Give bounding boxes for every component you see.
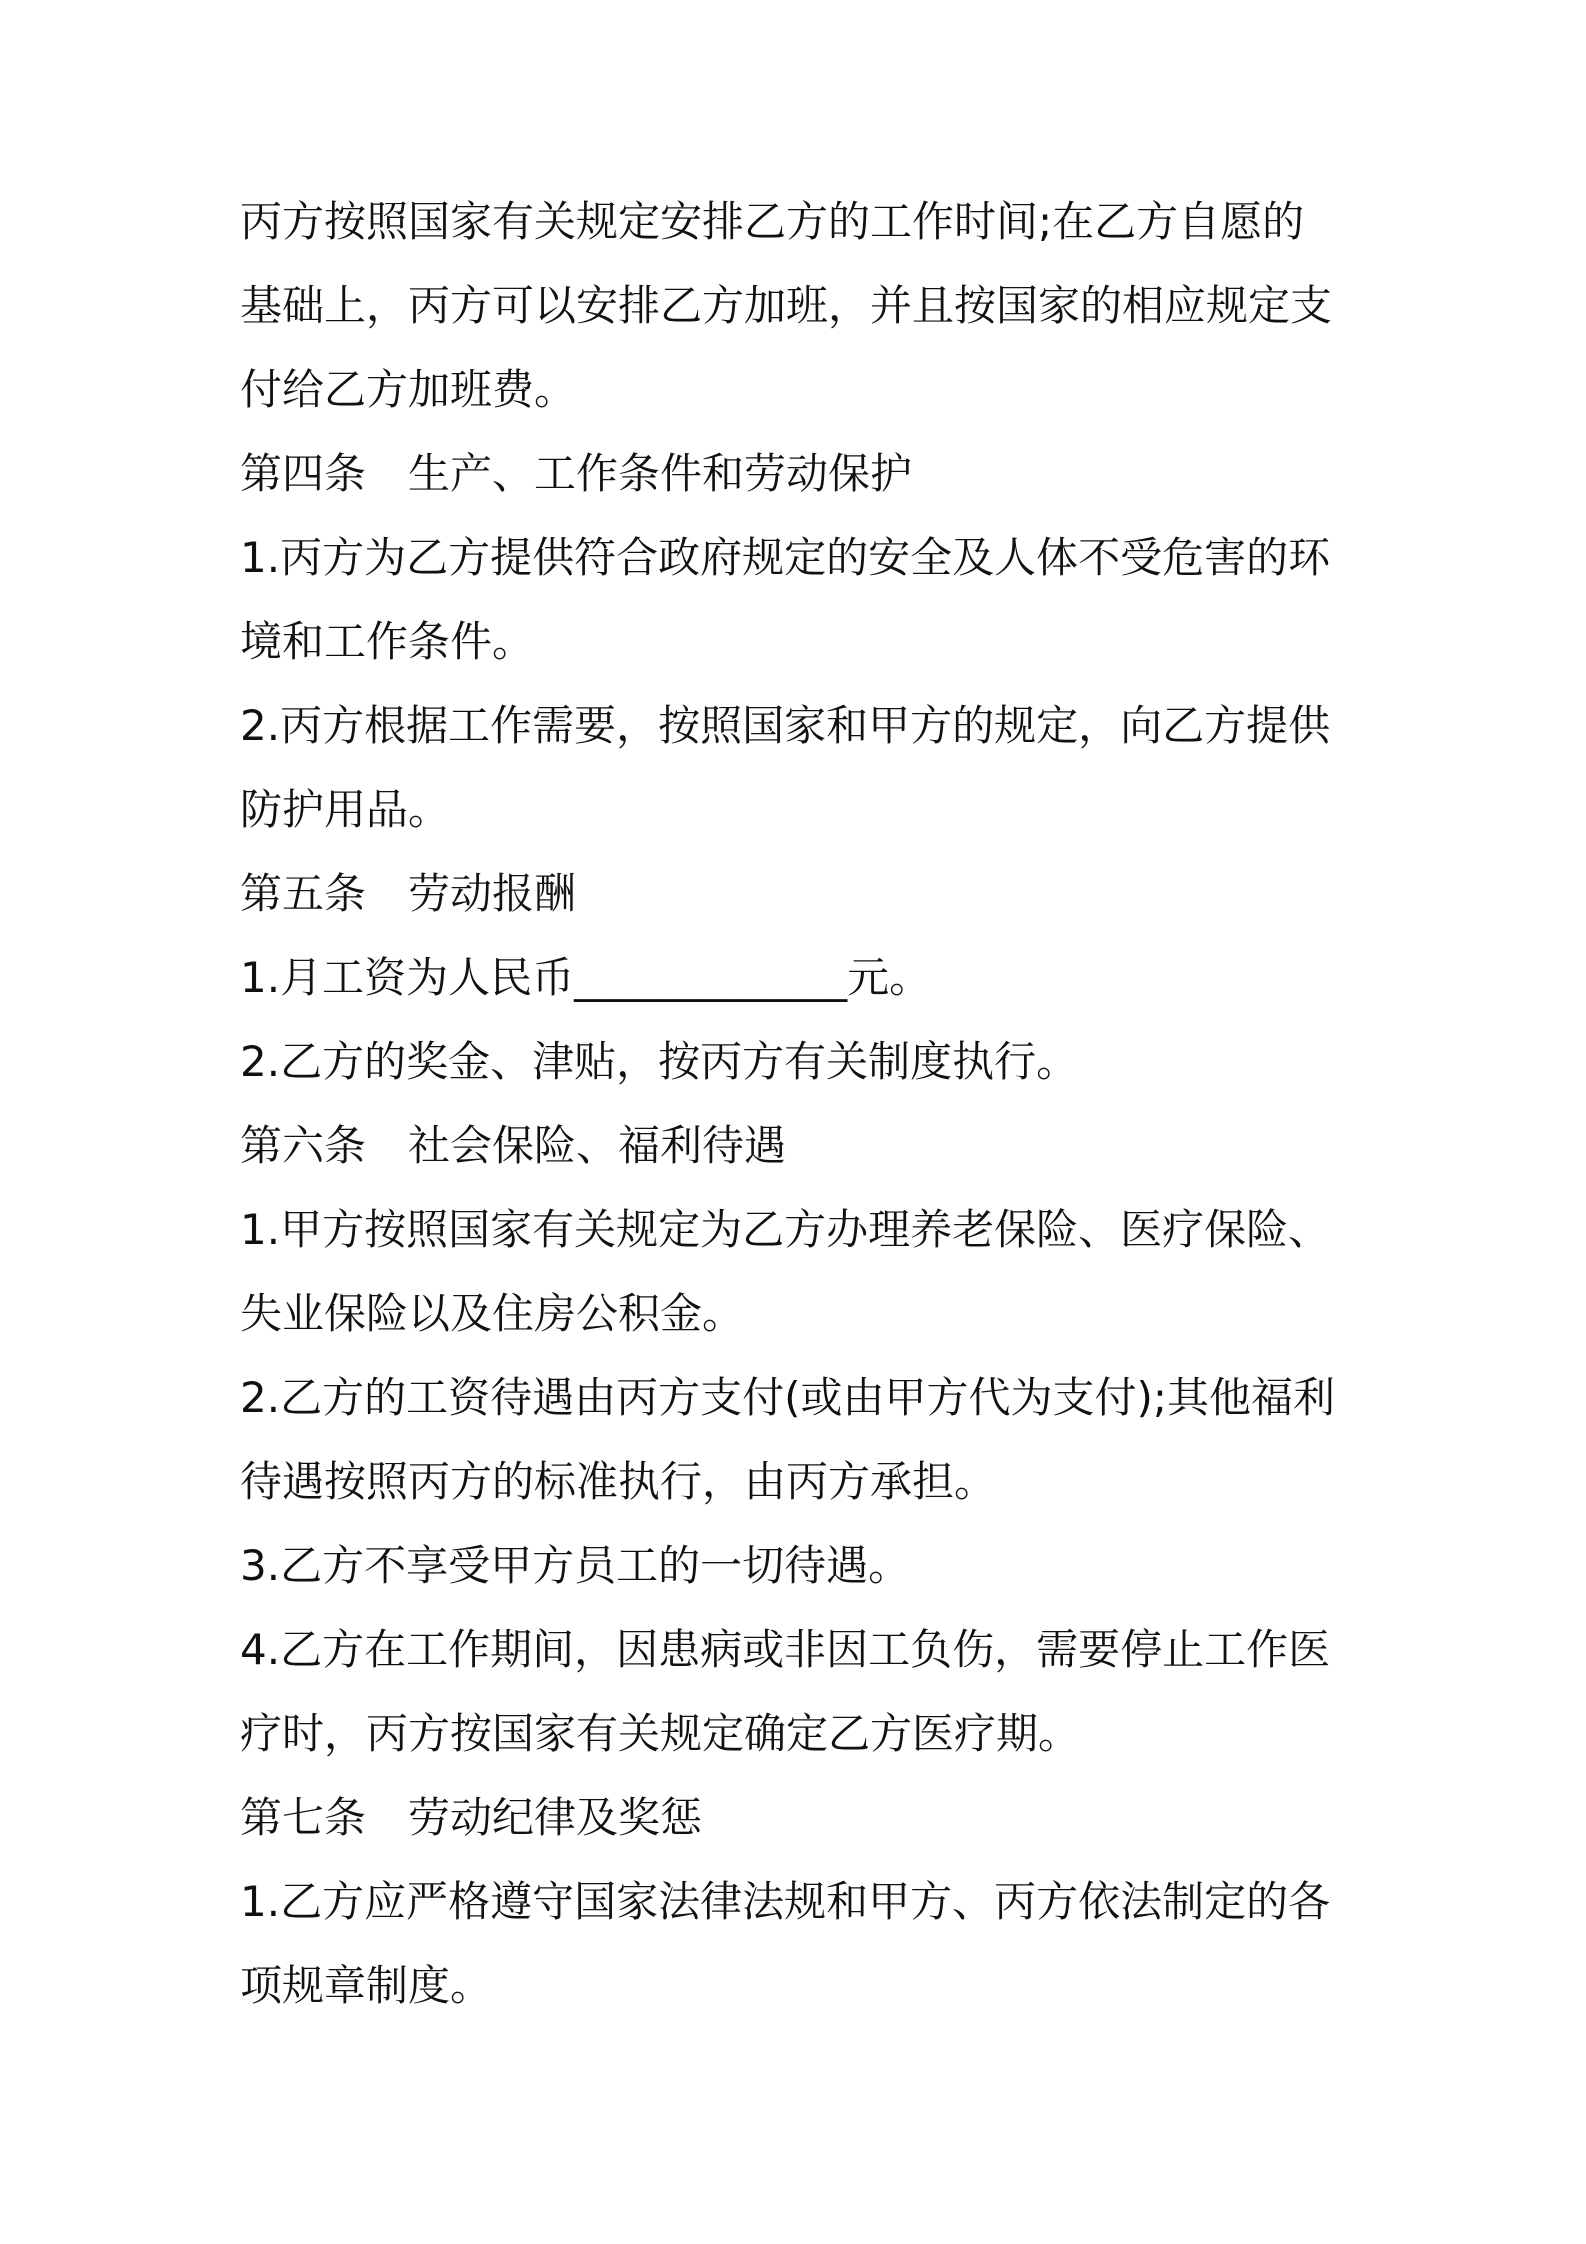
text-line: 待遇按照丙方的标准执行，由丙方承担。 [240,1457,997,1506]
heading-text: 第五条 劳动报酬 [240,869,577,918]
document-page [240,180,1360,2028]
text-line: 3.乙方不享受甲方员工的一切待遇。 [240,1541,911,1590]
paragraph [240,180,1360,432]
text-line: 1.丙方为乙方提供符合政府规定的安全及人体不受危害的环 [240,533,1331,582]
text-line: 基础上，丙方可以安排乙方加班，并且按国家的相应规定支 [240,281,1333,330]
paragraph [240,516,1360,684]
paragraph [240,1356,1360,1524]
paragraph [240,936,1360,1020]
paragraph [240,1524,1360,1608]
text-line: 疗时，丙方按国家有关规定确定乙方医疗期。 [240,1709,1081,1758]
text-line: 防护用品。 [240,785,451,834]
section-heading [240,432,1360,516]
heading-text: 第六条 社会保险、福利待遇 [240,1121,787,1170]
text-line: 1.乙方应严格遵守国家法律法规和甲方、丙方依法制定的各 [240,1877,1331,1926]
text-line: 境和工作条件。 [240,617,535,666]
heading-text: 第四条 生产、工作条件和劳动保护 [240,449,913,498]
text-line: 项规章制度。 [240,1961,493,2010]
text-line: 1.月工资为人民币_____________元。 [240,953,932,1002]
paragraph [240,684,1360,852]
text-line: 2.乙方的奖金、津贴，按丙方有关制度执行。 [240,1037,1079,1086]
heading-text: 第七条 劳动纪律及奖惩 [240,1793,703,1842]
text-line: 2.丙方根据工作需要，按照国家和甲方的规定，向乙方提供 [240,701,1331,750]
paragraph [240,1188,1360,1356]
section-heading [240,1776,1360,1860]
section-heading [240,852,1360,936]
text-line: 2.乙方的工资待遇由丙方支付(或由甲方代为支付);其他福利 [240,1373,1335,1422]
text-line: 付给乙方加班费。 [240,365,577,414]
paragraph [240,1608,1360,1776]
paragraph [240,1860,1360,2028]
section-heading [240,1104,1360,1188]
text-line: 丙方按照国家有关规定安排乙方的工作时间;在乙方自愿的 [240,197,1305,246]
text-line: 4.乙方在工作期间，因患病或非因工负伤，需要停止工作医 [240,1625,1331,1674]
paragraph [240,1020,1360,1104]
text-line: 1.甲方按照国家有关规定为乙方办理养老保险、医疗保险、 [240,1205,1331,1254]
text-line: 失业保险以及住房公积金。 [240,1289,745,1338]
